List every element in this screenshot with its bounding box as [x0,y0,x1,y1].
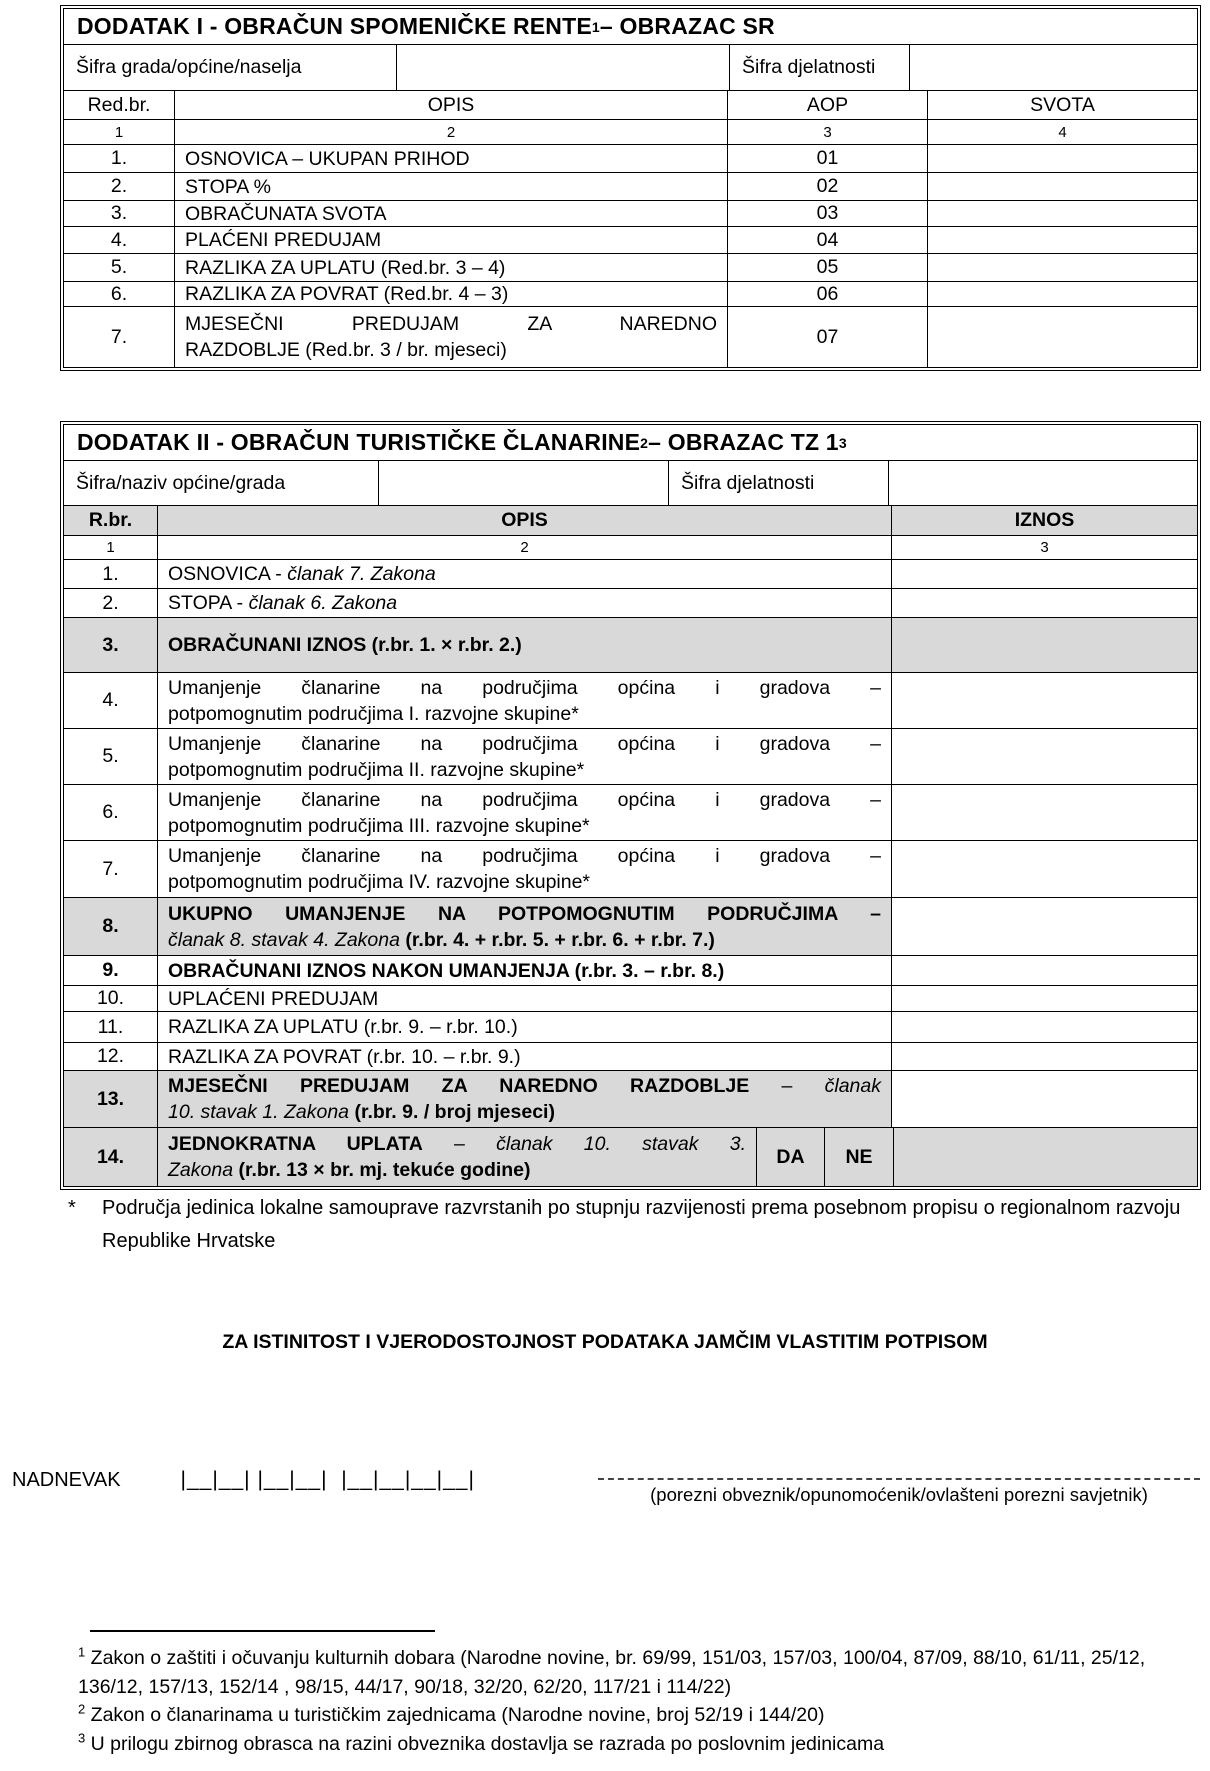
signature-caption: (porezni obveznik/opunomoćenik/ovlašteni porezni savjetnik) [650,1484,1148,1505]
table-row [64,425,1197,461]
text-line [168,561,881,587]
text-segment: 02 [816,175,839,197]
text-segment: 10. [96,987,125,1009]
table-dodatak-2 [60,421,1201,1190]
table-row [64,506,1197,536]
text-segment: potpomognutim područjima III. razvojne skupine* [168,814,590,837]
da-cell [757,1128,825,1186]
text-segment: RAZLIKA ZA UPLATU (r.br. 9. – r.br. 10.) [168,1016,518,1038]
text-segment: 6. [102,801,119,823]
opis-cell [175,227,728,254]
aop-cell [728,227,928,254]
text-segment: RAZLIKA ZA UPLATU (Red.br. 3 – 4) [185,256,506,279]
opis-cell [158,1071,892,1128]
text-segment: 03 [816,202,839,224]
text-segment: 8. [102,915,119,937]
opis-cell [158,589,892,618]
text-line [168,1131,746,1157]
star-note [66,1192,1202,1258]
opis-cell [158,618,892,673]
declaration-statement: ZA ISTINITOST I VJERODOSTOJNOST PODATAKA JAMČIM VLASTITIM POTPISOM [222,1331,988,1353]
footnote [78,1701,1186,1730]
aop-cell [728,282,928,307]
text-segment: Umanjenje članarine na područjima općina i gradova – [168,845,881,867]
footnote-rule [90,1630,435,1632]
footnote-text: Zakon o članarinama u turističkim zajednicama (Narodne novine, broj 52/19 i 144/20) [85,1704,825,1726]
opis-cell [158,1012,892,1043]
table-row [64,536,1197,560]
column-header [728,91,928,120]
opis-cell [158,1128,757,1186]
table1-title: DODATAK I - OBRAČUN SPOMENIČKE RENTE 1 – OBRAZAC SR [64,9,1197,45]
text-segment: 3 [1040,539,1049,556]
text-line [185,227,717,253]
text-segment: 1. [102,562,119,585]
text-line [168,632,881,658]
footnote-marker: 2 [78,1701,86,1717]
text-segment: Umanjenje članarine na područjima općina i gradova – [168,732,881,755]
table-row [64,45,1197,91]
text-segment: Šifra djelatnosti [742,56,876,78]
row-number [64,173,175,201]
text-segment: 11. [97,1015,124,1038]
opis-cell [175,173,728,201]
text-segment: potpomognutim područjima I. razvojne skupine* [168,702,579,725]
date-row [12,1468,475,1492]
iznos-cell [892,785,1197,841]
column-number [64,536,158,560]
table-row [64,785,1197,841]
text-line [168,986,881,1012]
opis-cell [175,145,728,173]
row-number [64,254,175,282]
aop-cell [728,201,928,227]
text-line [168,843,881,869]
text-segment: IZNOS [1014,509,1075,531]
text-segment: 1. [110,147,128,169]
text-segment: Šifra djelatnosti [681,471,815,494]
column-header [158,506,892,536]
row-number [64,227,175,254]
text-segment: – OBRAZAC TZ 1 [648,429,839,455]
opis-cell [158,785,892,841]
sifra-grada-label [64,45,397,91]
date-label: NADNEVAK [12,1469,121,1491]
text-segment: Zakona [168,1159,239,1181]
footnote-text: U prilogu zbirnog obrasca na razini obveznika dostavlja se razrada po poslovnim jedinicama [85,1732,885,1755]
text-segment: – OBRAZAC SR [599,13,775,39]
table-row [64,560,1197,589]
table-row [64,9,1197,45]
text-segment: potpomognutim područjima II. razvojne skupine* [168,758,585,781]
sifra-djelatnosti-label [669,461,889,506]
star-note-marker: * [68,1197,76,1219]
text-segment: potpomognutim područjima IV. razvojne skupine* [168,871,591,893]
row-number [64,1012,158,1043]
text-line [168,927,881,953]
text-segment: UKUPNO UMANJENJE NA POTPOMOGNUTIM PODRUČJIMA – [168,902,881,925]
row-number [64,673,158,729]
text-segment: AOP [806,93,849,116]
table-row [64,1071,1197,1128]
text-segment: Umanjenje članarine na područjima općina i gradova – [168,788,881,811]
opis-cell [158,986,892,1012]
table-row [64,282,1197,307]
column-number [928,120,1197,145]
text-segment: 5. [102,745,119,767]
svota-cell [928,201,1197,227]
text-line [168,1073,881,1099]
row-number [64,898,158,956]
text-segment: članak 6. Zakona [248,592,398,614]
table-row [64,201,1197,227]
row-number [64,841,158,898]
table-row [64,1012,1197,1043]
svota-cell [928,145,1197,173]
text-line [185,174,717,200]
text-segment: 7. [110,325,128,348]
iznos-cell [892,589,1197,618]
iznos-cell [892,560,1197,589]
text-line [168,869,881,895]
text-line [168,757,881,783]
iznos-cell [892,956,1197,986]
text-segment: 3 [823,123,832,141]
text-segment: 1 [106,539,115,556]
opis-cell [158,560,892,589]
text-segment: Umanjenje članarine na područjima općina i gradova – [168,676,881,699]
table-row [64,461,1197,506]
text-line [185,201,717,227]
text-segment: (r.br. 9. / broj mjeseci) [354,1101,555,1123]
text-segment: STOPA % [185,175,271,198]
text-line [168,701,881,727]
svota-cell [928,282,1197,307]
text-segment: – [749,1075,825,1097]
text-segment: – [422,1133,497,1155]
row-number [64,986,158,1012]
text-line [168,901,881,927]
footnote [78,1730,1186,1759]
column-header [175,91,728,120]
aop-cell [728,307,928,367]
table-row [64,729,1197,785]
text-segment: 07 [816,325,839,348]
text-segment: članak [824,1075,881,1097]
text-segment: OBRAČUNATA SVOTA [185,202,387,225]
column-header [64,506,158,536]
sifra-opcine-value [379,461,669,506]
row-number [64,589,158,618]
text-segment: članak 10. stavak 3. [496,1133,746,1155]
text-segment: 4. [110,228,128,251]
svota-cell [928,254,1197,282]
date-boxes: |__|__| |__|__| |__|__|__|__| [180,1468,475,1491]
text-segment: Šifra grada/općine/naselja [76,56,302,78]
text-line [185,282,717,307]
table-dodatak-1 [60,5,1201,371]
opis-cell [175,282,728,307]
column-header [928,91,1197,120]
aop-cell [728,254,928,282]
text-line [168,675,881,701]
sifra-grada-value [397,45,730,91]
text-line [168,1044,881,1070]
table-row [64,956,1197,986]
text-line [168,787,881,813]
table-row [64,120,1197,145]
text-segment: 2 [520,539,529,556]
opis-cell [158,841,892,898]
text-segment: NE [845,1145,873,1168]
text-segment: MJESEČNI PREDUJAM ZA NAREDNO RAZDOBLJE [168,1075,750,1097]
text-segment: OPIS [501,509,548,531]
text-segment: OPIS [427,93,475,116]
text-segment: 1 [114,123,124,141]
opis-cell [158,956,892,986]
row-number [64,956,158,986]
row-number [64,1043,158,1071]
table2-title: DODATAK II - OBRAČUN TURISTIČKE ČLANARINE 2 – OBRAZAC TZ 1 3 [64,425,1197,461]
text-segment: OSNOVICA - [168,563,288,585]
table-row [64,254,1197,282]
sifra-djelatnosti-value [910,45,1197,91]
text-segment: RAZLIKA ZA POVRAT (r.br. 10. – r.br. 9.) [168,1045,521,1068]
text-segment: (r.br. 4. + r.br. 5. + r.br. 6. + r.br. 7.) [405,928,715,951]
opis-cell [158,898,892,956]
text-segment: 01 [816,147,839,169]
text-segment: 06 [816,282,839,305]
sifra-djelatnosti-label [730,45,910,91]
row-number [64,618,158,673]
text-segment: 2. [102,591,119,614]
text-segment: 5. [110,256,128,278]
text-segment: (r.br. 13 × br. mj. tekuće godine) [238,1159,531,1181]
text-segment: 12. [96,1045,125,1067]
text-segment: PLAĆENI PREDUJAM [185,229,382,251]
text-segment: 10. stavak 1. Zakona [168,1101,355,1123]
text-segment: DODATAK I - OBRAČUN SPOMENIČKE RENTE [77,13,592,39]
iznos-cell [892,986,1197,1012]
opis-cell [158,673,892,729]
ne-cell [825,1128,894,1186]
text-segment: 04 [816,228,839,251]
table-row [64,841,1197,898]
text-line [185,255,717,281]
table-row [64,91,1197,120]
iznos-cell [892,1012,1197,1043]
table-row [64,145,1197,173]
text-segment: 4. [102,689,119,711]
text-line [185,337,717,363]
text-segment: 9. [102,959,119,981]
column-number [64,120,175,145]
column-number [892,536,1197,560]
text-line [168,958,881,984]
text-segment: OSNOVICA – UKUPAN PRIHOD [185,147,470,170]
star-note-text: Područja jedinica lokalne samouprave razvrstanih po stupnju razvijenosti prema posebnom propisu o regionalnom razvoju Republike Hrvatske [102,1197,1181,1252]
text-segment: OBRAČUNANI IZNOS NAKON UMANJENJA (r.br. 3. – r.br. 8.) [168,959,725,982]
column-header [892,506,1197,536]
footnote [78,1644,1186,1701]
text-segment: Red.br. [87,93,151,116]
text-segment: 3. [110,202,128,224]
text-line [168,731,881,757]
svota-cell [928,173,1197,201]
text-segment: RAZLIKA ZA POVRAT (Red.br. 4 – 3) [185,283,509,305]
text-segment: 6. [110,282,128,305]
text-segment: 05 [816,256,839,278]
column-number [175,120,728,145]
column-number [728,120,928,145]
opis-cell [175,201,728,227]
text-line [168,590,881,616]
table-row [64,173,1197,201]
table-row [64,1043,1197,1071]
text-segment: Šifra/naziv općine/grada [76,471,286,494]
table-row [64,227,1197,254]
column-header [64,91,175,120]
row-number [64,785,158,841]
iznos-cell [892,841,1197,898]
svota-cell [928,307,1197,367]
text-line [185,311,717,337]
text-segment: OBRAČUNANI IZNOS (r.br. 1. × r.br. 2.) [168,634,522,656]
text-segment: članak 8. stavak 4. Zakona [168,928,406,951]
footnotes [78,1644,1186,1758]
table-row [64,898,1197,956]
text-segment: 4 [1058,123,1067,141]
text-segment: članak 7. Zakona [287,563,436,585]
signature-line [598,1452,1200,1480]
opis-cell [158,1043,892,1071]
iznos-cell [892,729,1197,785]
row-number [64,729,158,785]
iznos-cell [892,898,1197,956]
sifra-opcine-label [64,461,379,506]
opis-cell [175,254,728,282]
row-number [64,307,175,367]
row-number [64,145,175,173]
text-segment: 2. [110,175,128,197]
text-line [168,1099,881,1125]
text-segment: 13. [96,1087,125,1110]
text-segment: 14. [96,1145,125,1168]
aop-cell [728,145,928,173]
text-segment: MJESEČNI PREDUJAM ZA NAREDNO [185,313,717,335]
iznos-cell [892,1071,1197,1128]
text-line [168,1157,746,1183]
text-segment: UPLAĆENI PREDUJAM [168,987,379,1010]
footnote-marker: 1 [78,1644,86,1660]
opis-cell [175,307,728,367]
text-segment: RAZDOBLJE (Red.br. 3 / br. mjeseci) [185,339,507,361]
text-segment: STOPA - [168,592,249,614]
opis-cell [158,729,892,785]
table-row [64,589,1197,618]
footnote-text: Zakon o zaštiti i očuvanju kulturnih dobara (Narodne novine, br. 69/99, 151/03, 157/03, 100/04, 87/09, 88/10, 61/11, 25/12, 136/12, 157/13, 152/14 , 98/15, 44/17, 90/18, 32/20, 62/20, 117/21 i 114/22) [78,1647,1146,1698]
text-segment: JEDNOKRATNA UPLATA [168,1133,423,1155]
table-row [64,1128,1197,1186]
row-number [64,282,175,307]
text-segment: DA [776,1145,805,1168]
text-segment: 2 [446,123,456,141]
text-segment: 3. [102,633,119,656]
text-segment: DODATAK II - OBRAČUN TURISTIČKE ČLANARINE [77,429,641,455]
iznos-cell [892,673,1197,729]
table-row [64,673,1197,729]
table-row [64,986,1197,1012]
iznos-cell [892,618,1197,673]
row-number [64,1071,158,1128]
footnote-marker: 3 [78,1730,86,1745]
table-row [64,307,1197,367]
iznos-cell [892,1043,1197,1071]
row-number [64,1128,158,1186]
sifra-djelatnosti-value [889,461,1197,506]
row-number [64,201,175,227]
column-number [158,536,892,560]
text-segment: 7. [102,857,119,880]
row-number [64,560,158,589]
text-segment: R.br. [88,509,133,531]
iznos-cell [894,1128,1197,1186]
text-segment: SVOTA [1030,93,1095,116]
table-row [64,618,1197,673]
text-line [168,813,881,839]
aop-cell [728,173,928,201]
text-line [185,146,717,172]
text-line [168,1014,881,1040]
svota-cell [928,227,1197,254]
